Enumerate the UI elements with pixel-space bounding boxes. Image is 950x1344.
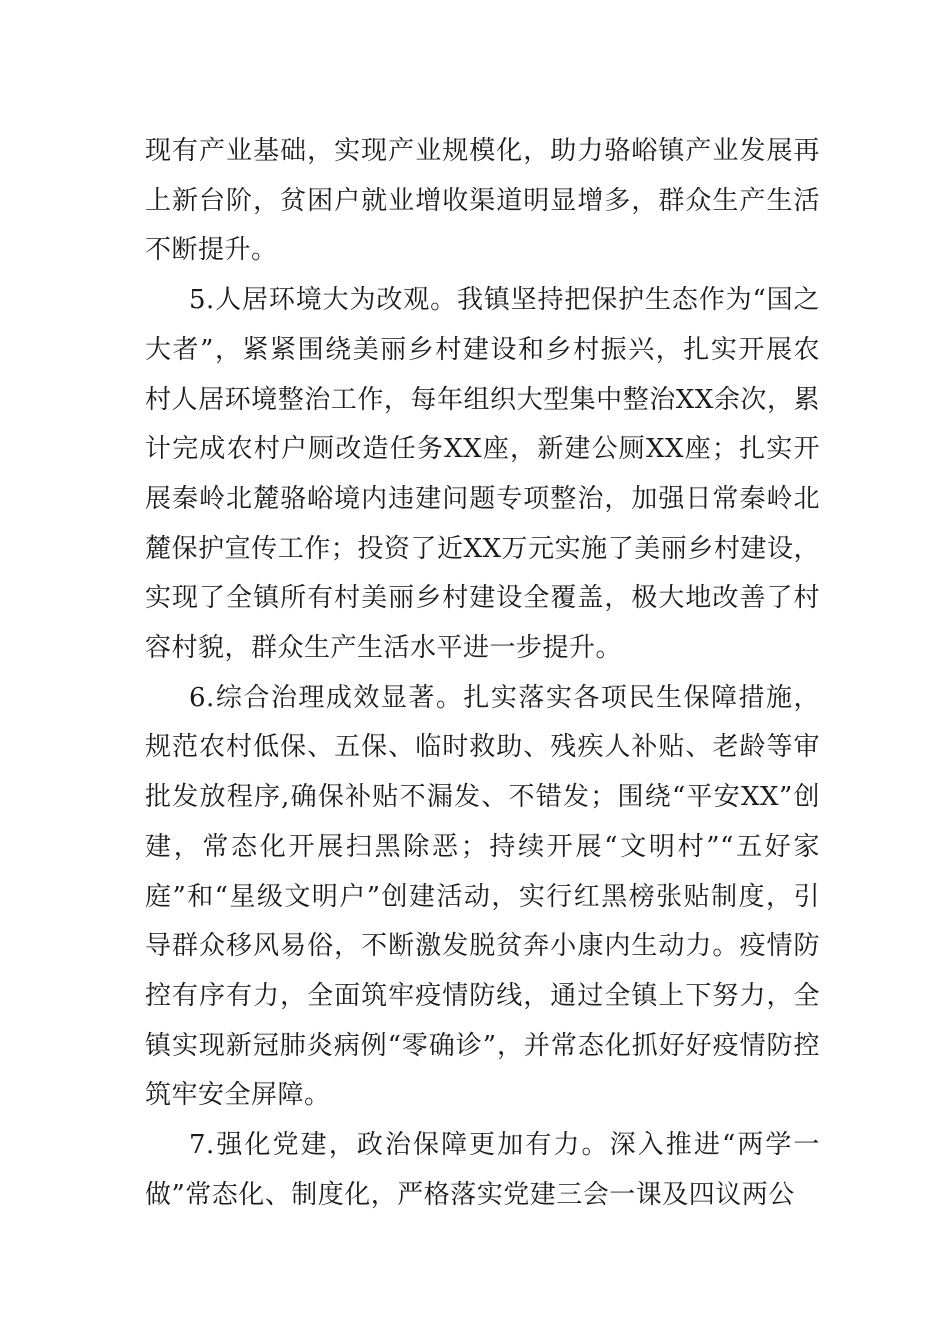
paragraph-7-party-building: 7.强化党建，政治保障更加有力。深入推进“两学一做”常态化、制度化，严格落实党建三会一课及四议两公 <box>145 1130 820 1210</box>
paragraph-continued: 现有产业基础，实现产业规模化，助力骆峪镇产业发展再上新台阶，贫困户就业增收渠道明显增多，群众生产生活不断提升。 <box>145 136 820 266</box>
paragraph-6-comprehensive-governance: 6.综合治理成效显著。扎实落实各项民生保障措施，规范农村低保、五保、临时救助、残疾人补贴、老龄等审批发放程序,确保补贴不漏发、不错发；围绕“平安XX”创建，常态化开展扫黑除恶；持续开展“文明村”“五好家庭”和“星级文明户”创建活动，实行红黑榜张贴制度，引导群众移风易俗，不断激发脱贫奔小康内生动力。疫情防控有序有力，全面筑牢疫情防线，通过全镇上下努力，全镇实现新冠肺炎病例“零确诊”，并常态化抓好好疫情防控筑牢安全屏障。 <box>145 682 820 1111</box>
paragraph-5-living-environment: 5.人居环境大为改观。我镇坚持把保护生态作为“国之大者”，紧紧围绕美丽乡村建设和乡村振兴，扎实开展农村人居环境整治工作，每年组织大型集中整治XX余次，累计完成农村户厕改造任务XX座，新建公厕XX座；扎实开展秦岭北麓骆峪境内违建问题专项整治，加强日常秦岭北麓保护宣传工作；投资了近XX万元实施了美丽乡村建设，实现了全镇所有村美丽乡村建设全覆盖，极大地改善了村容村貌，群众生产生活水平进一步提升。 <box>145 285 820 664</box>
document-body <box>145 127 820 1220</box>
